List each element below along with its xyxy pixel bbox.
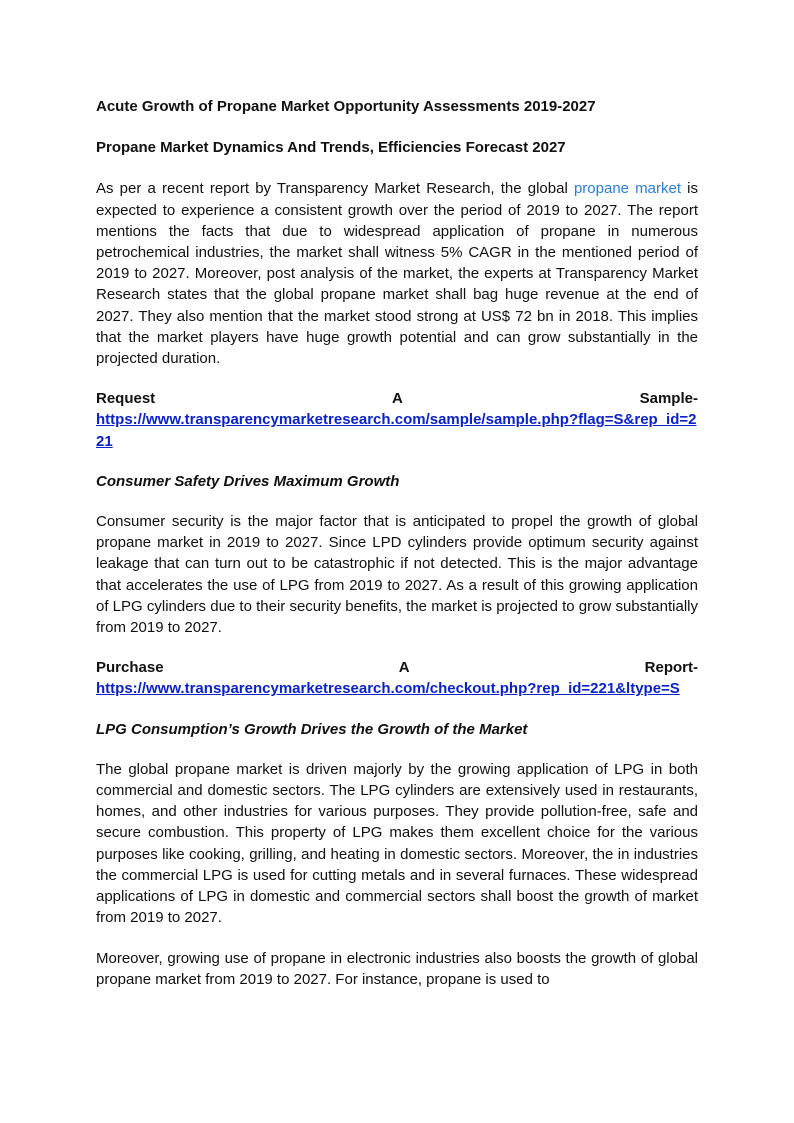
- document-subtitle: Propane Market Dynamics And Trends, Efficiencies Forecast 2027: [96, 139, 566, 157]
- consumer-safety-paragraph: Consumer security is the major factor that is anticipated to propel the growth of global propane market in 2019 to 2027. Since LPD cylinders provide optimum security against leakage that can turn out to be catastrophic if not detected. This is the major advantage that accelerates the use of LPG from 2019 to 2027. As a result of this growing application of LPG cylinders due to their security benefits, the market is projected to grow substantially from 2019 to 2027.: [96, 513, 698, 637]
- request-sample-block: [96, 388, 698, 452]
- intro-text-after: is expected to experience a consistent growth over the period of 2019 to 2027. The report mentions the facts that due to widespread application of propane in numerous petrochemical industries, the market shall witness 5% CAGR in the mentioned period of 2019 to 2027. Moreover, post analysis of the market, the experts at Transparency Market Research states that the global propane market shall bag huge revenue at the end of 2027. They also mention that the market stood strong at US$ 72 bn in 2018. This implies that the market players have huge growth potential and can grow substantially in the projected duration.: [96, 180, 699, 368]
- purchase-word-3: Report-: [644, 659, 698, 677]
- intro-paragraph: [96, 178, 698, 369]
- purchase-word-1: Purchase: [96, 659, 164, 677]
- document-title: Acute Growth of Propane Market Opportunity Assessments 2019-2027: [96, 98, 596, 115]
- purchase-report-label: [96, 657, 698, 678]
- section-heading-consumer-safety: Consumer Safety Drives Maximum Growth: [96, 472, 400, 490]
- purchase-report-block: [96, 657, 698, 699]
- section-heading-lpg-consumption: LPG Consumption’s Growth Drives the Growth of the Market: [96, 720, 528, 738]
- request-word-3: Sample-: [639, 390, 698, 408]
- request-word-2: A: [391, 390, 403, 408]
- document-page: [96, 96, 698, 1009]
- request-sample-link[interactable]: https://www.transparencymarketresearch.com/sample/sample.php?flag=S&rep_id=221: [96, 411, 697, 450]
- propane-market-link[interactable]: propane market: [573, 180, 682, 198]
- request-sample-label: [96, 388, 698, 409]
- purchase-word-2: A: [398, 659, 410, 677]
- lpg-consumption-paragraph: The global propane market is driven majorly by the growing application of LPG in both commercial and domestic sectors. The LPG cylinders are extensively used in restaurants, homes, and other industries for various purposes. They provide pollution-free, safe and secure combustion. This property of LPG makes them excellent choice for the various purposes like cooking, grilling, and heating in domestic sectors. Moreover, the in industries the commercial LPG is used for cutting metals and in several furnaces. These widespread applications of LPG in domestic and commercial sectors shall boost the growth of market from 2019 to 2027.: [96, 760, 698, 927]
- purchase-report-link[interactable]: https://www.transparencymarketresearch.com/checkout.php?rep_id=221&ltype=S: [96, 680, 680, 698]
- electronic-industries-paragraph: Moreover, growing use of propane in electronic industries also boosts the growth of global propane market from 2019 to 2027. For instance, propane is used to: [96, 949, 698, 988]
- intro-text-before: As per a recent report by Transparency Market Research, the global: [96, 180, 574, 198]
- request-word-1: Request: [96, 390, 156, 408]
